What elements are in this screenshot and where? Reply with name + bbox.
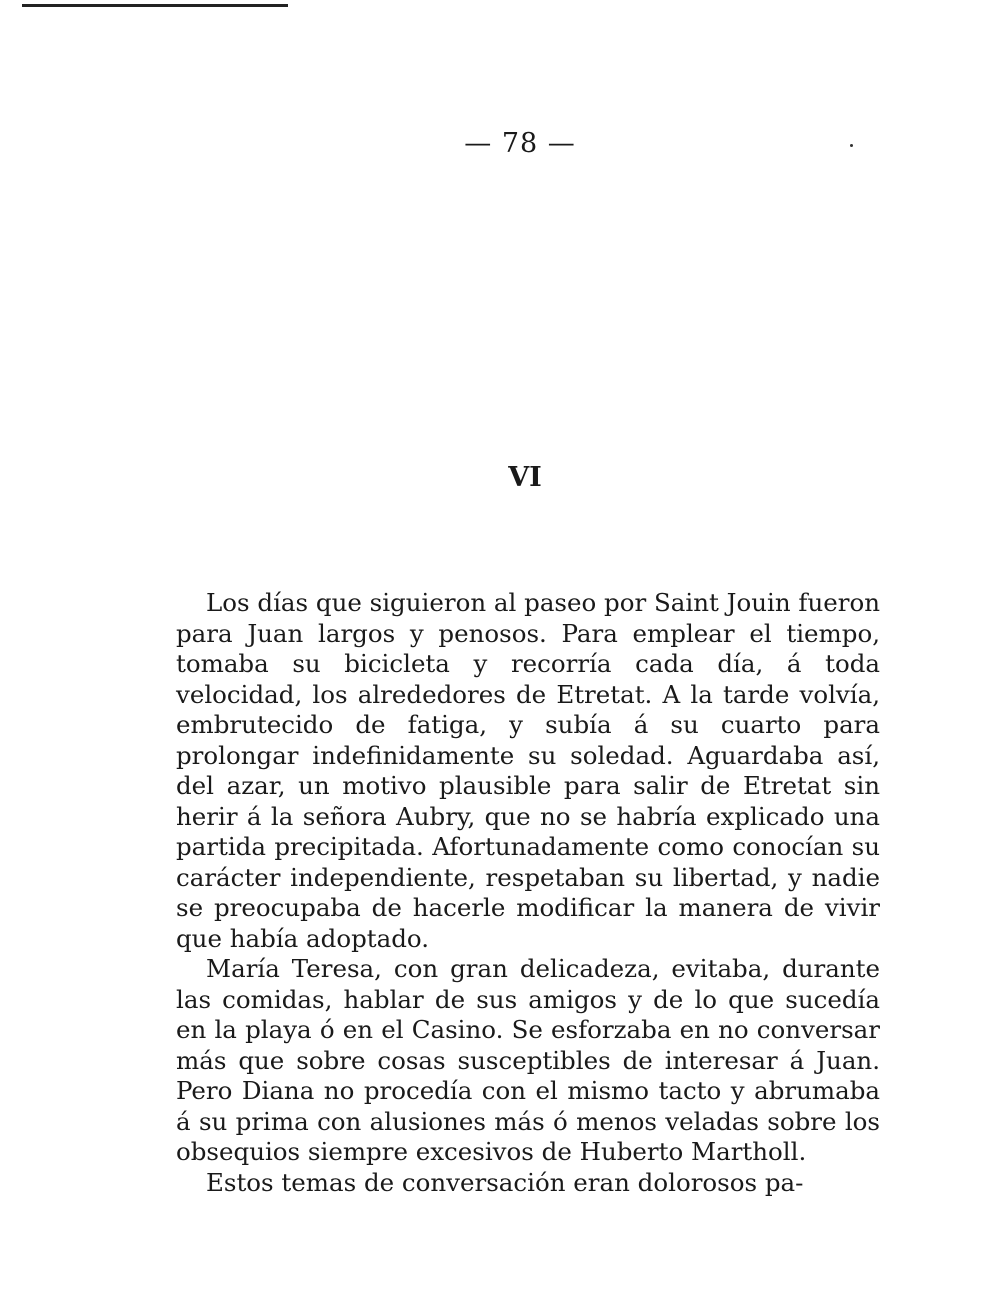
body-text (176, 588, 880, 1198)
paragraph: María Teresa, con gran delicadeza, evitaba, durante las comidas, hablar de sus amigos y de lo que sucedía en la playa ó en el Casino. Se esforzaba en no conversar más que sobre cosas susceptibles de interesar á Juan. Pero Diana no procedía con el mismo tacto y abrumaba á su prima con alusiones más ó menos veladas sobre los obsequios siempre excesivos de Huberto Martholl. (176, 954, 880, 1166)
page-number: — 78 — (464, 128, 576, 159)
paragraph: Los días que siguieron al paseo por Saint Jouin fueron para Juan largos y penosos. Para emplear el tiempo, tomaba su bicicleta y recorría cada día, á toda velocidad, los alrededores de Etretat. A la tarde volvía, embrutecido de fatiga, y subía á su cuarto para prolongar indefinidamente su soledad. Aguardaba así, del azar, un motivo plausible para salir de Etretat sin herir á la señora Aubry, que no se habría explicado una partida precipitada. Afortunadamente como conocían su carácter independiente, respetaban su libertad, y nadie se preocupaba de hacerle modificar la manera de vivir que había adoptado. (176, 588, 880, 953)
paragraph: Estos temas de conversación eran dolorosos pa- (206, 1167, 804, 1197)
top-rule (22, 4, 288, 7)
chapter-heading: VI (508, 462, 542, 493)
